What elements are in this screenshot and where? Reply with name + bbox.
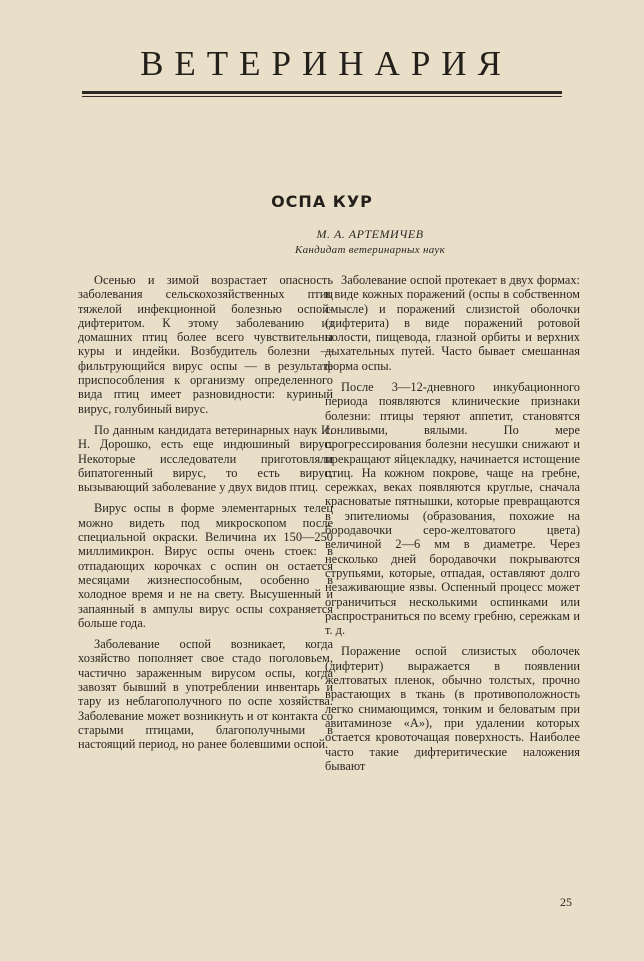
page-number: 25	[560, 895, 572, 909]
author-name: М. А. АРТЕМИЧЕВ	[316, 227, 424, 241]
author-degree: Кандидат ветеринарных наук	[294, 244, 446, 256]
paragraph: Заболевание оспой возникает, когда хозяйство пополняет свое стадо поголовьем, частично зараженным вирусом оспы, когда завозят бывший в употреблении инвентарь и тару из неблагополучного по оспе хозяйства. Заболевание может возникнуть и от контакта со старыми птицами, благополучными в настоящий период, но ранее болевшими оспой.	[78, 637, 333, 752]
paragraph: Заболевание оспой протекает в двух формах: в виде кожных поражений (оспы в собственном смысле) и поражений слизистой оболочки (дифтерита) в виде поражений ротовой полости, пищевода, глазной орбиты и верхних дыхательных путей. Часто бывает смешанная форма оспы.	[325, 273, 580, 373]
text-column-right	[325, 273, 580, 773]
paragraph: После 3—12-дневного инкубационного периода появляются клинические признаки болезни: птицы теряют аппетит, становятся сонливыми, вялыми. По мере прогрессирования болезни несушки снижают и прекращают яйцекладку, начинается истощение птиц. На кожном покрове, чаще на гребне, сережках, веках появляются круглые, сначала красноватые пятнышки, которые превращаются в эпителиомы (образования, похожие на бородавочки серо-желтоватого цвета) величиной 2—6 мм в диаметре. Через несколько дней бородавочки покрываются струпьями, которые, отпадая, оставляют долго незаживающие язвы. Оспенный процесс может ограничиться несколькими оспинками или распространиться по всему гребню, сережкам и т. д.	[325, 380, 580, 638]
article-title: ОСПА КУР	[271, 192, 373, 211]
section-title: ВЕТЕРИНАРИЯ	[140, 44, 512, 83]
paragraph: Поражение оспой слизистых оболочек (дифтерит) выражается в появлении желтоватых пленок, обычно толстых, прочно врастающих в ткань (в противоположность легко снимающимся, тонким и беловатым при авитаминозе «А»), при удалении которых остается кровоточащая поверхность. Наиболее часто такие дифтеритические наложения бывают	[325, 644, 580, 773]
paragraph: Осенью и зимой возрастает опасность заболевания сельскохозяйственных птиц тяжелой инфекционной болезнью оспой-дифтеритом. К этому заболеванию из домашних птиц более всего чувствительны куры и индейки. Возбудитель болезни — фильтрующийся вирус оспы — в результате приспособления к организму определенного вида птиц имеет разновидности: куриный вирус, голубиный вирус.	[78, 273, 333, 416]
paragraph: По данным кандидата ветеринарных наук И. Н. Дорошко, есть еще индюшиный вирус. Некоторые исследователи приготовляли бипатогенный вирус, то есть вирус, вызывающий заболевание у двух видов птиц.	[78, 422, 333, 495]
header-rule-thick	[82, 91, 562, 94]
paragraph: Вирус оспы в форме элементарных телец можно видеть под микроскопом после специальной окраски. Величина их 150—250 миллимикрон. Вирус оспы очень стоек: в отпадающих корочках с оспин он остается месяцами жизнеспособным, особенно в холодное время и не на свету. Высушенный и запаянный в ампулы вирус оспы сохраняется больше года.	[78, 501, 333, 630]
header-rule-thin	[82, 96, 562, 97]
text-column-left	[78, 273, 333, 752]
